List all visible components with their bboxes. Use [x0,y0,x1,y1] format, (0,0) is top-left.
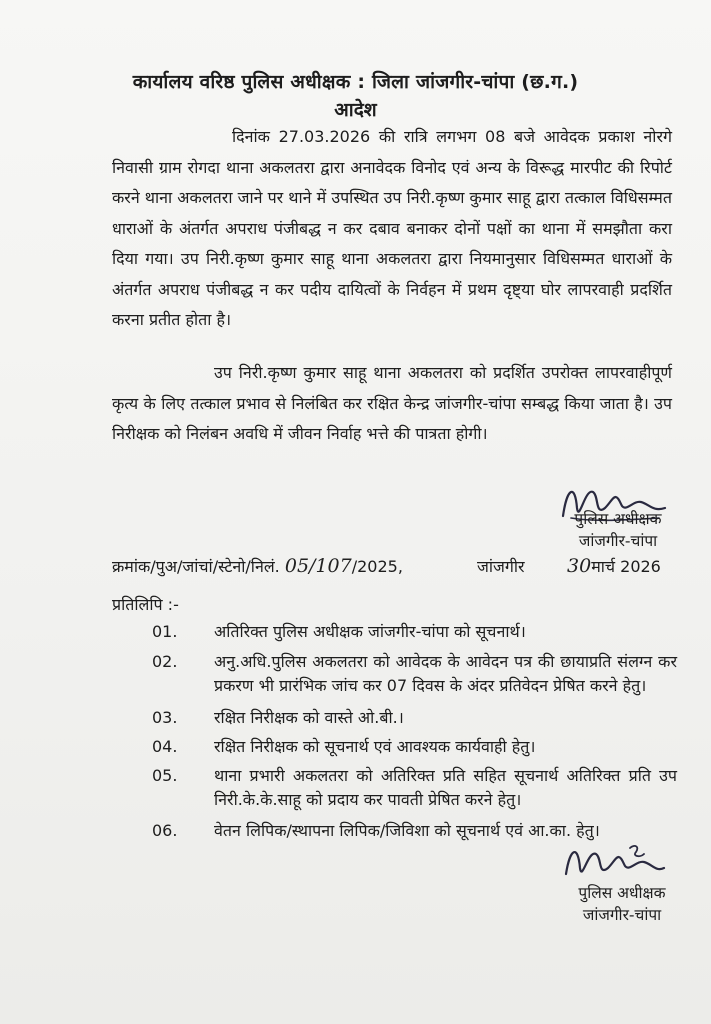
list-item: 05. थाना प्रभारी अकलतरा को अतिरिक्त प्रति सहित सूचनार्थ अतिरिक्त प्रति उप निरी.के.के.साहू को प्रदाय कर पावती प्रेषित करने हेतु। [152,766,677,809]
copy-list [152,620,677,843]
list-item: 06. वेतन लिपिक/स्थापना लिपिक/जिविशा को सूचनार्थ एवं आ.का. हेतु। [152,821,600,840]
copy-to-label: प्रतिलिपि :- [112,595,179,614]
signatory-title: पुलिस अधीक्षक [574,510,662,528]
signature-block-2 [552,882,692,926]
signature-scribble-2 [560,840,670,888]
list-item: 01. अतिरिक्त पुलिस अधीक्षक जांजगीर-चांपा को सूचनार्थ। [152,622,526,641]
list-item: 03. रक्षित निरीक्षक को वास्ते ओ.बी.। [152,708,404,727]
order-number: क्रमांक/पुअ/जांचां/स्टेनो/निलं. 05/107/2025, [112,555,403,577]
order-place: जांजगीर [477,557,525,576]
handwritten-order-number: 05/107 [284,555,352,577]
body-paragraph-2: उप निरी.कृष्ण कुमार साहू थाना अकलतरा को प्रदर्शित उपरोक्त लापरवाहीपूर्ण कृत्य के लिए तत्काल प्रभाव से निलंबित कर रक्षित केन्द्र जांजगीर-चांपा सम्बद्ध किया जाता है। उप निरीक्षक को निलंबन अवधि में जीवन निर्वाह भत्ते की पात्रता होगी। [112,363,672,443]
body-paragraph-1: दिनांक 27.03.2026 की रात्रि लगभग 08 बजे आवेदक प्रकाश नोरगे निवासी ग्राम रोगदा थाना अकलतरा द्वारा अनावेदक विनोद एवं अन्य के विरूद्ध मारपीट की रिपोर्ट करने थाना अकलतरा जाने पर थाने में उपस्थित उप निरी.कृष्ण कुमार साहू द्वारा तत्काल विधिसम्मत धाराओं के अंतर्गत अपराध पंजीबद्ध न कर दबाव बनाकर दोनों पक्षों का थाना में समझौता करा दिया गया। उप निरी.कृष्ण कुमार साहू थाना अकलतरा द्वारा नियमानुसार विधिसम्मत धाराओं के अंतर्गत अपराध पंजीबद्ध न कर पदीय दायित्वों के निर्वहन में प्रथम दृष्ट्या घोर लापरवाही प्रदर्शित करना प्रतीत होता है। [112,127,672,329]
signatory-title: पुलिस अधीक्षक [578,884,666,902]
order-title: आदेश [334,99,377,121]
reference-line [112,555,682,581]
signature-block-1 [548,508,688,552]
list-item: 04. रक्षित निरीक्षक को सूचनार्थ एवं आवश्यक कार्यवाही हेतु। [152,737,536,756]
signatory-place: जांजगीर-चांपा [578,532,658,550]
order-date: 30मार्च 2026 [567,555,661,577]
signatory-place: जांजगीर-चांपा [582,906,662,924]
handwritten-date-day: 30 [567,555,592,577]
list-item: 02. अनु.अधि.पुलिस अकलतरा को आवेदक के आवेदन पत्र की छायाप्रति संलग्न कर प्रकरण भी प्रारंभिक जांच कर 07 दिवस के अंदर प्रतिवेदन प्रेषित करने हेतु। [152,652,677,695]
office-heading: कार्यालय वरिष्ठ पुलिस अधीक्षक : जिला जांजगीर-चांपा (छ.ग.) [132,71,579,93]
